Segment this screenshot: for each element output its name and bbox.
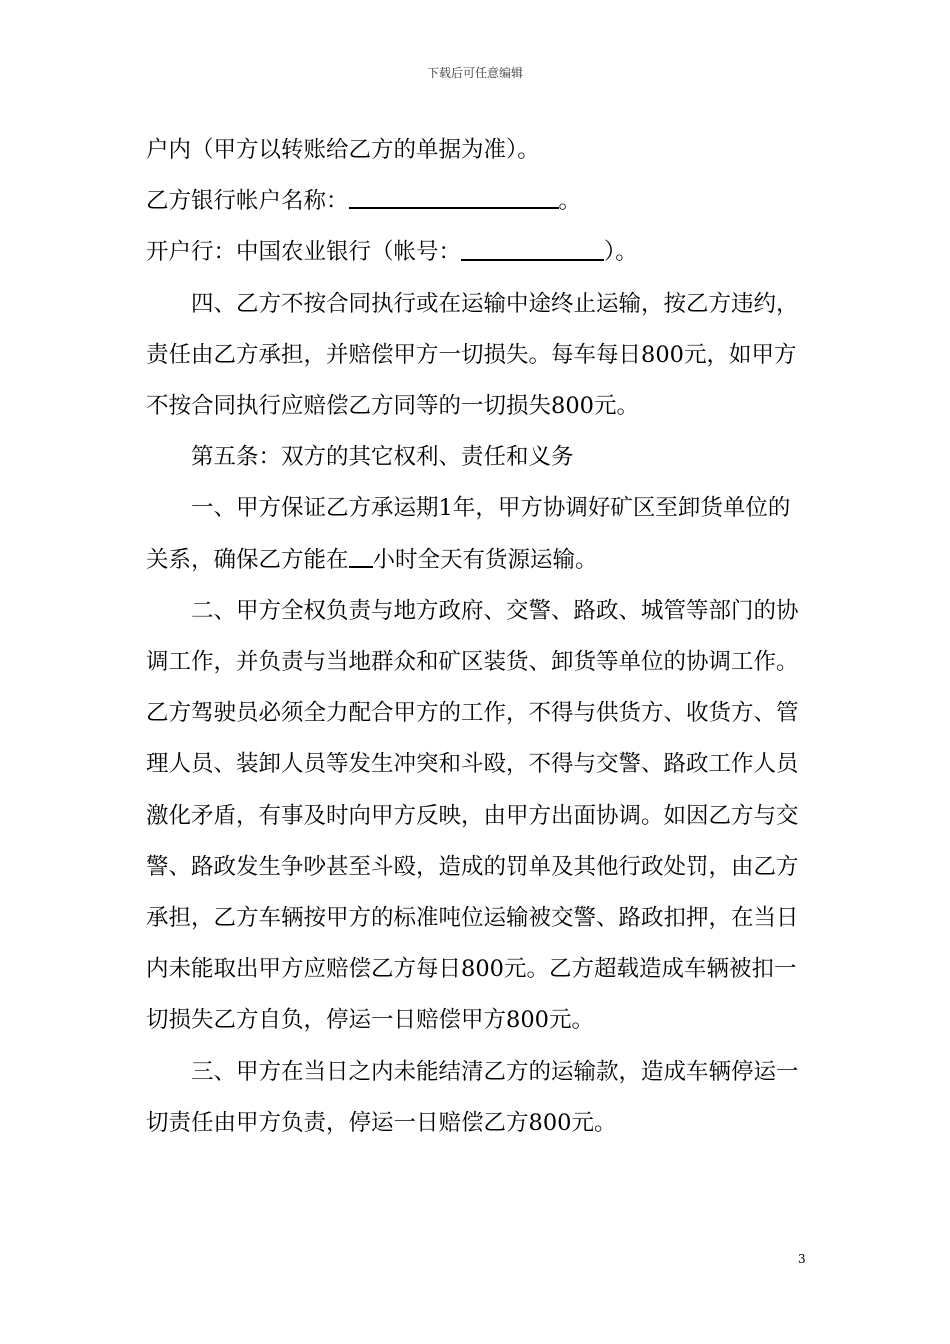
paragraph-bank-account-name [146, 176, 808, 227]
paragraph-item-3: 三、甲方在当日之内未能结清乙方的运输款，造成车辆停运一切责任由甲方负责，停运一日赔偿乙方800元。 [146, 1058, 799, 1136]
blank-account-number [461, 237, 604, 260]
page-number: 3 [798, 1252, 806, 1266]
paragraph-text: 小时全天有货源运输。 [372, 546, 598, 573]
blank-hours [349, 544, 373, 567]
paragraph-payment-account [146, 125, 808, 176]
paragraph-clause-4: 四、乙方不按合同执行或在运输中途终止运输，按乙方违约，责任由乙方承担，并赔偿甲方一切损失。每车每日800元，如甲方不按合同执行应赔偿乙方同等的一切损失800元。 [146, 290, 799, 420]
paragraph-text: 户内（甲方以转账给乙方的单据为准）。 [146, 137, 540, 163]
label-text: 开户行：中国农业银行（帐号： [146, 239, 462, 266]
paragraph-bank [146, 227, 808, 278]
section-heading-article-5: 第五条：双方的其它权利、责任和义务 [191, 444, 574, 471]
blank-account-name [349, 186, 559, 209]
paragraph-item-1 [146, 483, 808, 585]
punctuation: 。 [558, 188, 582, 215]
document-body [146, 125, 808, 1149]
paragraph-text: 一、甲方保证乙方承运期1年，甲方协调好矿区至卸货单位的关系，确保乙方能在 [146, 495, 791, 573]
page-header: 下载后可任意编辑 [426, 66, 523, 80]
paragraph-item-2: 二、甲方全权负责与地方政府、交警、路政、城管等部门的协调工作，并负责与当地群众和矿区装货、卸货等单位的协调工作。乙方驾驶员必须全力配合甲方的工作，不得与供货方、收货方、管理人员、装卸人员等发生冲突和斗殴，不得与交警、路政工作人员激化矛盾，有事及时向甲方反映，由甲方出面协调。如因乙方与交警、路政发生争吵甚至斗殴，造成的罚单及其他行政处罚，由乙方承担，乙方车辆按甲方的标准吨位运输被交警、路政扣押，在当日内未能取出甲方应赔偿乙方每日800元。乙方超载造成车辆被扣一切损失乙方自负，停运一日赔偿甲方800元。 [146, 597, 799, 1034]
label-text: 乙方银行帐户名称： [146, 188, 349, 215]
punctuation: ）。 [604, 239, 638, 266]
